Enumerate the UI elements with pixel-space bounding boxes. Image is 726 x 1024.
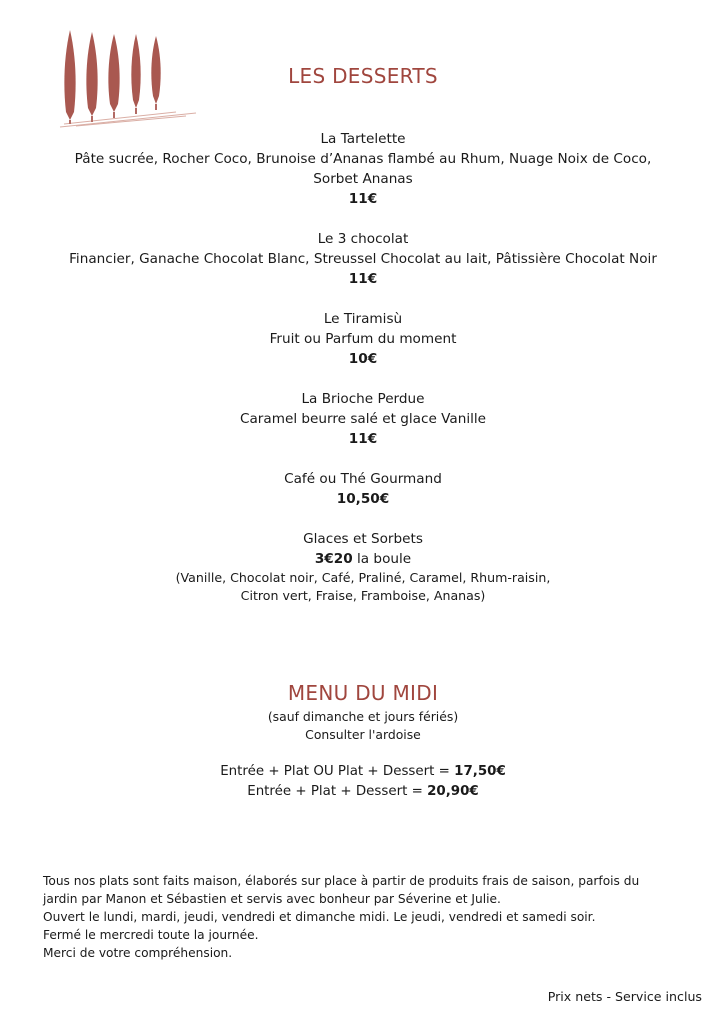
dessert-item [0, 309, 726, 369]
menu-midi-subtitle: (sauf dimanche et jours fériés) [267, 709, 459, 724]
formula-line [0, 782, 726, 802]
desserts-title: LES DESSERTS [288, 64, 438, 88]
desserts-list [0, 129, 726, 605]
dessert-price: 11€ [348, 431, 378, 447]
note-line: Ouvert le lundi, mardi, jeudi, vendredi et dimanche midi. Le jeudi, vendredi et samedi soir. [43, 910, 596, 924]
dessert-item [0, 129, 726, 209]
dessert-description: Financier, Ganache Chocolat Blanc, Streussel Chocolat au lait, Pâtissière Chocolat Noir [69, 251, 657, 267]
glace-flavors: (Vanille, Chocolat noir, Café, Praliné, Caramel, Rhum-raisin, [175, 570, 551, 585]
formula-price: 20,90€ [427, 784, 479, 799]
dessert-name: Café ou Thé Gourmand [284, 471, 442, 487]
formula-label: Entrée + Plat OU Plat + Dessert = [220, 764, 455, 779]
dessert-price: 11€ [348, 191, 378, 207]
note-line: Fermé le mercredi toute la journée. [43, 928, 259, 942]
restaurant-notes [43, 872, 693, 962]
dessert-item [0, 469, 726, 509]
dessert-description: Sorbet Ananas [313, 171, 413, 187]
note-line: Merci de votre compréhension. [43, 946, 233, 960]
glace-flavors: Citron vert, Fraise, Framboise, Ananas) [240, 588, 486, 603]
note-line: jardin par Manon et Sébastien et servis avec bonheur par Séverine et Julie. [43, 892, 501, 906]
dessert-name: La Tartelette [320, 131, 406, 147]
dessert-item [0, 389, 726, 449]
price-suffix: la boule [352, 551, 412, 567]
footer-note: Prix nets - Service inclus [547, 989, 702, 1004]
dessert-price: 10€ [348, 351, 378, 367]
menu-midi-note: Consulter l'ardoise [305, 727, 421, 742]
dessert-item [0, 529, 726, 605]
glace-price [0, 549, 726, 569]
formula-price: 17,50€ [454, 764, 506, 779]
dessert-price: 11€ [348, 271, 378, 287]
dessert-description: Caramel beurre salé et glace Vanille [239, 411, 487, 427]
dessert-description: Fruit ou Parfum du moment [269, 331, 457, 347]
menu-midi-info [0, 708, 726, 744]
dessert-description: Pâte sucrée, Rocher Coco, Brunoise d’Ananas flambé au Rhum, Nuage Noix de Coco, [74, 151, 652, 167]
note-line: Tous nos plats sont faits maison, élaborés sur place à partir de produits frais de saison, parfois du [43, 874, 640, 888]
dessert-name: Glaces et Sorbets [303, 531, 423, 547]
dessert-name: La Brioche Perdue [301, 391, 425, 407]
menu-midi-title: MENU DU MIDI [287, 681, 439, 705]
formula-line [0, 762, 726, 782]
dessert-name: Le Tiramisù [323, 311, 403, 327]
menu-formulas [0, 762, 726, 802]
dessert-price: 3€20 [314, 551, 353, 567]
formula-label: Entrée + Plat + Dessert = [247, 784, 428, 799]
dessert-item [0, 229, 726, 289]
dessert-price: 10,50€ [336, 491, 390, 507]
dessert-name: Le 3 chocolat [317, 231, 409, 247]
